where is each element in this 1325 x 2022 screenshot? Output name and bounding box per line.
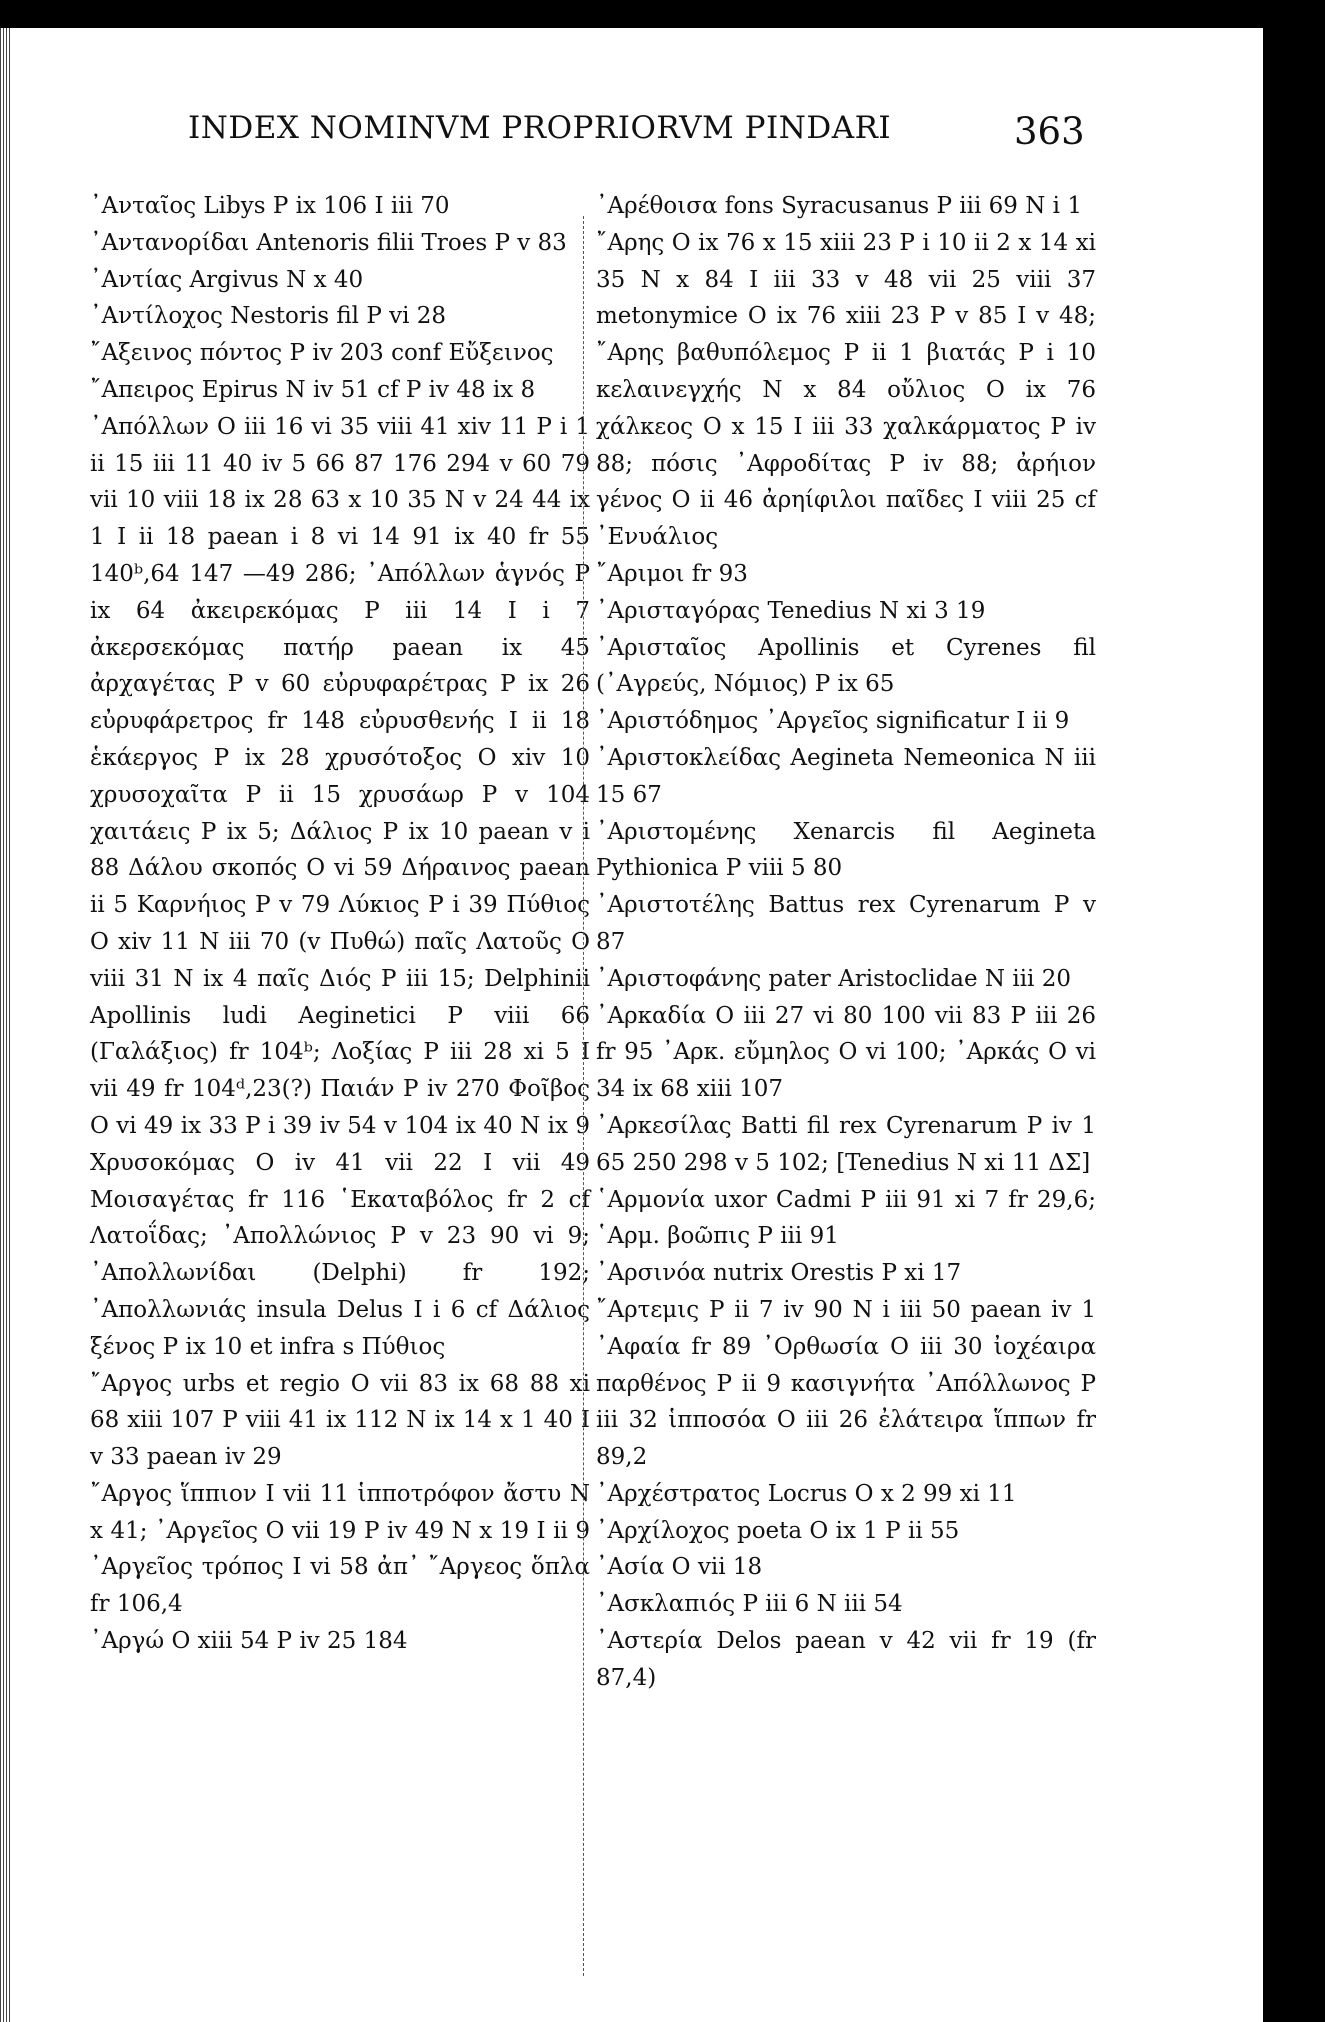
- book-page: [38, 28, 1263, 2022]
- index-entry: ᾽Αντανορίδαι Antenoris filii Troes P v 83: [90, 229, 567, 256]
- index-entry: ᾽Αντίλοχος Nestoris fil P vi 28: [90, 303, 447, 330]
- index-entry: ᾽Αρισταῖος Apollinis et Cyrenes fil (᾽Αγρεύς, Νόμιος) P ix 65: [596, 634, 1096, 698]
- index-entry: ῾Αρμονία uxor Cadmi P iii 91 xi 7 fr 29,6; ῾Αρμ. βοῶπις P iii 91: [596, 1186, 1096, 1250]
- page-number: 363: [1014, 110, 1085, 153]
- index-entry: ῎Αργος urbs et regio O vii 83 ix 68 88 xi 68 xiii 107 P viii 41 ix 112 N ix 14 x 1 40 I v 33 paean iv 29: [90, 1370, 590, 1471]
- index-entry: ᾽Αντίας Argivus N x 40: [90, 266, 364, 293]
- left-column: [90, 188, 590, 1660]
- index-entry: ῎Αριμοι fr 93: [596, 560, 748, 587]
- index-entry: ῎Αργος ἵππιον I vii 11 ἱπποτρόφον ἄστυ N x 41; ᾽Αργεῖος O vii 19 P iv 49 N x 19 I ii 9 ᾽Αργεῖος τρόπος I vi 58 ἀπ᾽ ῎Αργεος ὅπλα fr 106,4: [90, 1480, 590, 1618]
- column-divider: [583, 216, 585, 1976]
- index-entry: ᾽Ασία O vii 18: [596, 1554, 763, 1581]
- index-entry: ᾽Αρχέστρατος Locrus O x 2 99 xi 11: [596, 1480, 1017, 1507]
- index-entry: ᾽Αριστοφάνης pater Aristoclidae N iii 20: [596, 965, 1071, 992]
- index-entry: ᾽Αστερία Delos paean v 42 vii fr 19 (fr 87,4): [596, 1628, 1096, 1691]
- index-entry: ᾽Αργώ O xiii 54 P iv 25 184: [90, 1628, 408, 1655]
- scan-right-border: [1263, 0, 1325, 2022]
- index-entry: ῎Απειρος Epirus N iv 51 cf P iv 48 ix 8: [90, 376, 536, 403]
- index-entry: ᾽Αριστομένης Xenarcis fil Aegineta Pythionica P viii 5 80: [596, 818, 1096, 882]
- index-entry: ᾽Αριστοκλείδας Aegineta Nemeonica N iii 15 67: [596, 744, 1096, 808]
- index-entry: ᾽Αριστοτέλης Battus rex Cyrenarum P v 87: [596, 892, 1096, 955]
- scan-left-edge: [0, 0, 10, 2022]
- index-entry: ᾽Απόλλων O iii 16 vi 35 viii 41 xiv 11 P i 1 ii 15 iii 11 40 iv 5 66 87 176 294 v 60 79 vii 10 viii 18 ix 28 63 x 10 35 N v 24 44 ix 1 I ii 18 paean i 8 vi 14 91 ix 40 fr 55 140ᵇ,64 147 —49 286; ᾽Απόλλων ἁγνός P ix 64 ἀκειρεκόμας P iii 14 I i 7 ἀκερσεκόμας πατήρ paean ix 45 ἀρχαγέτας P v 60 εὐρυφαρέτρας P ix 26 εὐρυφάρετρος fr 148 εὐρυσθενής I ii 18 ἑκάεργος P ix 28 χρυσότοξος O xiv 10 χρυσοχαῖτα P ii 15 χρυσάωρ P v 104 χαιτάεις P ix 5; Δάλιος P ix 10 paean v i 88 Δάλου σκοπός O vi 59 Δήραινος paean ii 5 Καρνήιος P v 79 Λύκιος P i 39 Πύθιος O xiv 11 N iii 70 (v Πυθώ) παῖς Λατοῦς O viii 31 N ix 4 παῖς Διός P iii 15; Delphinii Apollinis ludi Aeginetici P viii 66 (Γαλάξιος) fr 104ᵇ; Λοξίας P iii 28 xi 5 I vii 49 fr 104ᵈ,23(?) Παιάν P iv 270 Φοῖβος O vi 49 ix 33 P i 39 iv 54 v 104 ix 40 N ix 9 Χρυσοκόμας O iv 41 vii 22 I vii 49 Μοισαγέτας fr 116 ῾Εκαταβόλος fr 2 cf Λατοΐδας; ᾽Απολλώνιος P v 23 90 vi 9; ᾽Απολλωνίδαι (Delphi) fr 192; ᾽Απολλωνιάς insula Delus I i 6 cf Δάλιος ξένος P ix 10 et infra s Πύθιος: [90, 413, 590, 1360]
- index-entry: ᾽Αριστόδημος ᾽Αργεῖος significatur I ii 9: [596, 708, 1070, 735]
- index-entry: ᾽Αρσινόα nutrix Orestis P xi 17: [596, 1260, 962, 1287]
- index-entry: ῎Αρτεμις P ii 7 iv 90 N i iii 50 paean iv 1 ᾽Αφαία fr 89 ᾽Ορθωσία O iii 30 ἰοχέαιρα παρθένος P ii 9 κασιγνήτα ᾽Απόλλωνος P iii 32 ἱπποσόα O iii 26 ἐλάτειρα ἵππων fr 89,2: [596, 1296, 1096, 1471]
- index-entry: ᾽Αρχίλοχος poeta O ix 1 P ii 55: [596, 1517, 960, 1544]
- index-entry: ᾽Ασκλαπιός P iii 6 N iii 54: [596, 1591, 903, 1618]
- running-title: INDEX NOMINVM PROPRIORVM PINDARI: [188, 110, 892, 146]
- index-entry: ᾽Αρέθοισα fons Syracusanus P iii 69 N i 1: [596, 193, 1082, 219]
- right-column: [596, 188, 1096, 1697]
- index-entry: ῎Αρης O ix 76 x 15 xiii 23 P i 10 ii 2 x 14 xi 35 N x 84 I iii 33 v 48 vii 25 viii 37 metonymice O ix 76 xiii 23 P v 85 I v 48; ῎Αρης βαθυπόλεμος P ii 1 βιατάς P i 10 κελαινεγχής N x 84 οὔλιος O ix 76 χάλκεος O x 15 I iii 33 χαλκάρματος P iv 88; πόσις ᾽Αφροδίτας P iv 88; ἀρήιον γένος O ii 46 ἀρηίφιλοι παῖδες I viii 25 cf ᾽Ενυάλιος: [596, 229, 1096, 551]
- index-entry: ᾽Ανταῖος Libys P ix 106 I iii 70: [90, 193, 450, 219]
- index-entry: ᾽Αρισταγόρας Tenedius N xi 3 19: [596, 597, 986, 624]
- index-entry: ᾽Αρκαδία O iii 27 vi 80 100 vii 83 P iii 26 fr 95 ᾽Αρκ. εὔμηλος O vi 100; ᾽Αρκάς O vi 34 ix 68 xiii 107: [596, 1002, 1096, 1103]
- scan-top-border: [0, 0, 1325, 28]
- index-entry: ᾽Αρκεσίλας Batti fil rex Cyrenarum P iv 1 65 250 298 v 5 102; [Tenedius N xi 11 ΔΣ]: [596, 1112, 1096, 1176]
- index-entry: ῎Αξεινος πόντος P iv 203 conf Εὔξεινος: [90, 340, 554, 367]
